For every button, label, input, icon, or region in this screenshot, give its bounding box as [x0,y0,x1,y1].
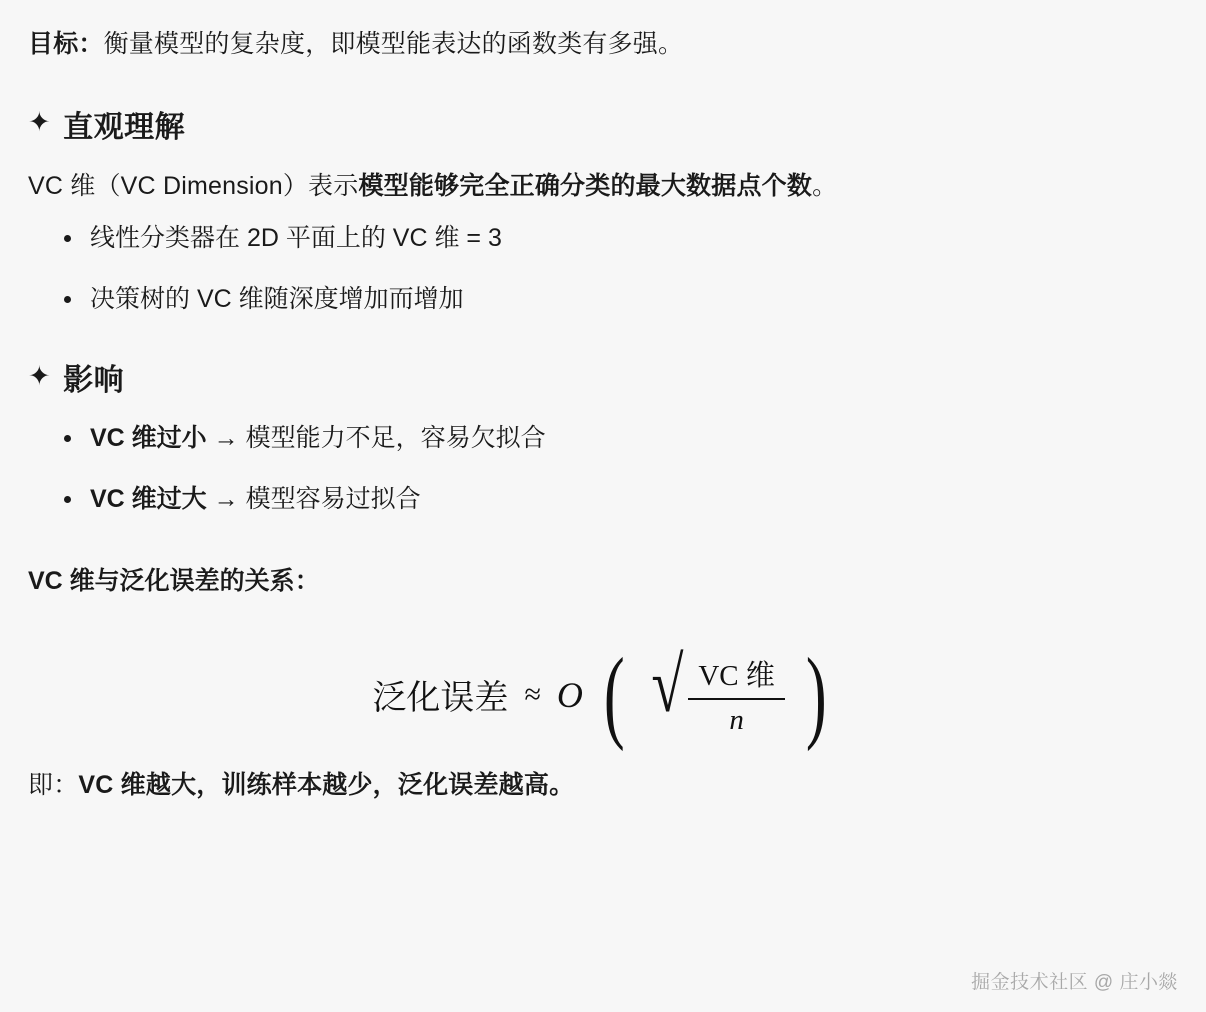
definition-suffix: 。 [812,171,838,200]
spacer [28,517,1178,561]
list-item [28,421,1178,456]
section-heading-intuition [28,102,1178,146]
list-item-label: 决策树的 VC 维随深度增加而增加 [90,285,464,313]
formula [372,637,833,753]
list-item-bold: VC 维过小 [90,424,207,452]
formula-block [28,637,1178,753]
relation-label: VC 维与泛化误差的关系 [28,567,295,595]
diamond-icon: ✦ [28,107,52,137]
list-item-label: 线性分类器在 2D 平面上的 VC 维 = 3 [90,224,502,252]
list-item [28,221,1178,256]
relation-colon: ： [294,567,320,595]
list-item [28,482,1178,517]
list-item-rest: → 模型能力不足，容易欠拟合 [206,424,546,452]
section-heading-impact [28,355,1178,399]
intuition-bullet-list [28,221,1178,317]
conclusion-text: VC 维越大，训练样本越少，泛化误差越高。 [78,770,575,799]
conclusion-paragraph [28,767,1178,805]
formula-denominator: n [729,703,744,736]
list-item-bold: VC 维过大 [90,485,207,513]
impact-bullet-list [28,421,1178,517]
list-item [28,282,1178,317]
formula-right-paren: ) [805,637,827,753]
section-title-impact: 影响 [63,364,125,397]
diamond-icon: ✦ [28,360,52,391]
conclusion-prefix: 即： [28,770,79,799]
definition-bold: 模型能够完全正确分类的最大数据点个数 [358,171,813,200]
goal-paragraph [28,26,1178,64]
formula-numerator: VC 维 [698,660,775,692]
formula-big-o: O [556,674,583,715]
formula-fraction [688,653,785,737]
definition-prefix: VC 维（VC Dimension）表示 [28,171,359,200]
relation-label-line [28,561,1178,597]
section-title-intuition: 直观理解 [63,110,186,144]
formula-sqrt [646,641,785,737]
formula-approx: ≈ [524,677,541,711]
sqrt-icon: √ [650,641,684,728]
list-item-rest: → 模型容易过拟合 [206,485,421,513]
watermark: 掘金技术社区 @ 庄小燚 [971,972,1178,993]
goal-text: 衡量模型的复杂度，即模型能表达的函数类有多强。 [103,30,684,58]
formula-left-paren: ( [603,637,625,753]
definition-paragraph [28,168,1178,206]
formula-lhs: 泛化误差 [372,680,509,718]
goal-label: 目标： [28,30,104,58]
